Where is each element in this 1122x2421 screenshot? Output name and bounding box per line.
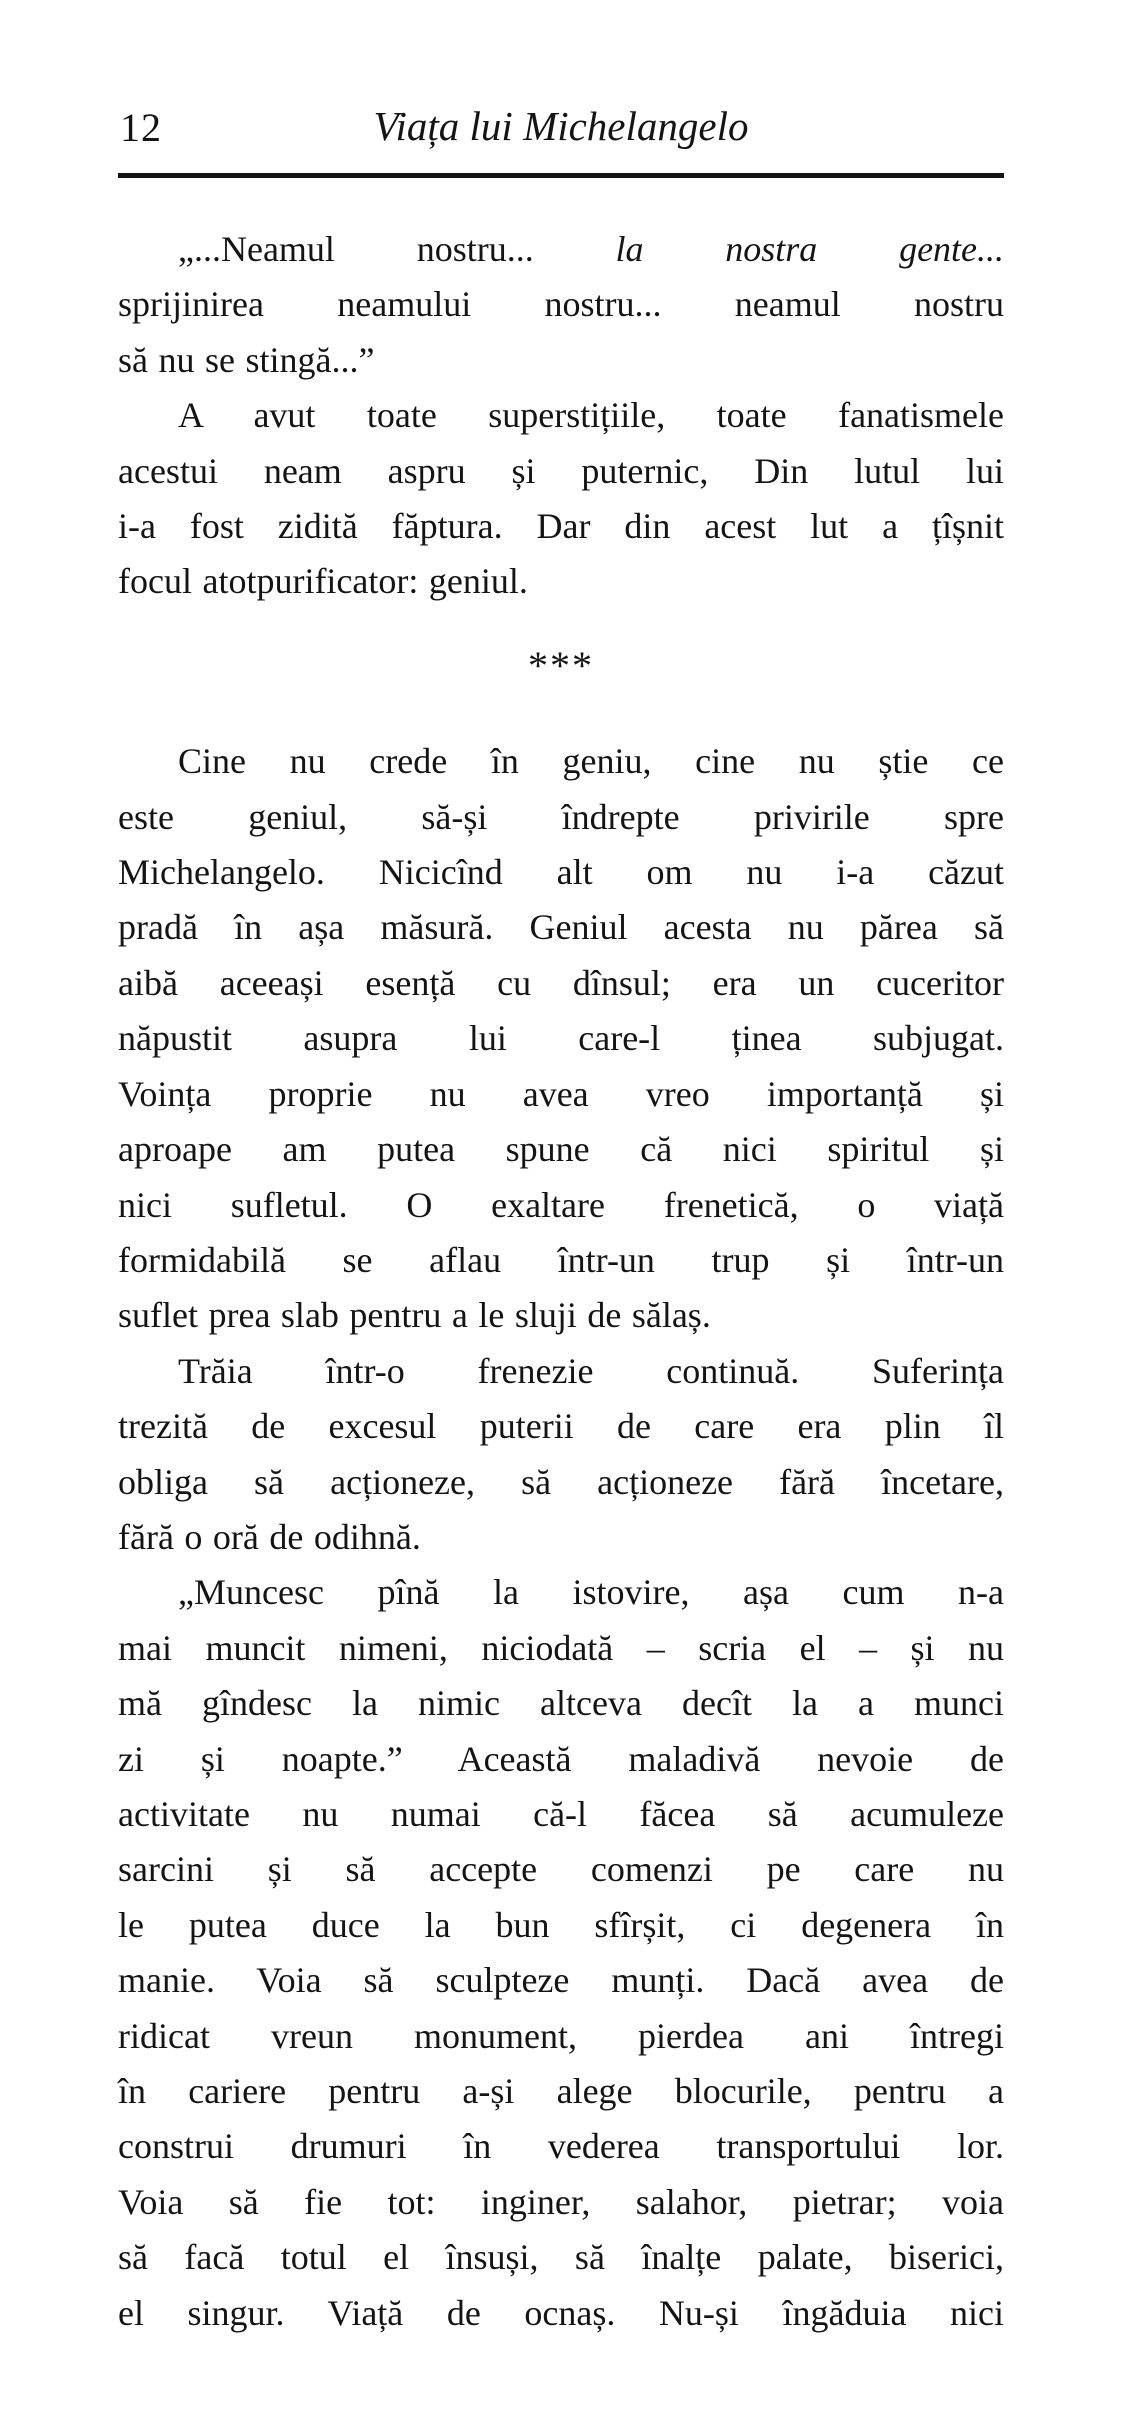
paragraph [118,388,1004,610]
text-line: nici sufletul. O exaltare frenetică, o viață [118,1184,1004,1225]
text-line: suflet prea slab pentru a le sluji de sălaș. [118,1295,711,1336]
text-line: i-a fost zidită făptura. Dar din acest lut a țîșnit [118,506,1004,547]
text-line: acestui neam aspru și puternic, Din lutul lui [118,450,1004,491]
text-line [118,222,1004,277]
text-line: sarcini și să accepte comenzi pe care nu [118,1849,1004,1890]
text-line: mai muncit nimeni, niciodată – scria el – și nu [118,1627,1004,1668]
text-line: construi drumuri în vederea transportului lor. [118,2126,1004,2167]
text-line: manie. Voia să sculpteze munți. Dacă avea de [118,1960,1004,2001]
text-line: în cariere pentru a-și alege blocurile, pentru a [118,2071,1004,2111]
text-line: mă gîndesc la nimic altceva decît la a munci [118,1683,1004,1724]
text-line: este geniul, să-și îndrepte privirile spre [118,796,1004,837]
text-line: ridicat vreun monument, pierdea ani întregi [118,2015,1004,2056]
text-line: activitate nu numai că-l făcea să acumuleze [118,1793,1004,1834]
quote-normal-segment: „...Neamul nostru... [178,229,534,269]
quote-italic-segment: la nostra gente... [615,229,1005,269]
text-line: el singur. Viață de ocnaș. Nu-și îngăduia nici [118,2292,1004,2333]
text-line: sprijinirea neamului nostru... neamul nostru [118,284,1004,325]
text-line: zi și noapte.” Această maladivă nevoie de [118,1738,1004,1779]
text-line: Voia să fie tot: inginer, salahor, pietrar; voia [118,2181,1004,2222]
running-header-title: Viața lui Michelangelo [373,103,749,149]
text-line: năpustit asupra lui care-l ținea subjugat. [118,1018,1004,1059]
text-line: obliga să acționeze, să acționeze fără încetare, [118,1461,1004,1502]
text-line: Michelangelo. Nicicînd alt om nu i-a căzut [118,852,1004,893]
text-line: fără o oră de odihnă. [118,1516,421,1557]
text-line: formidabilă se aflau într-un trup și într-un [118,1239,1004,1280]
text-line: să facă totul el însuși, să înalțe palate, biserici, [118,2237,1004,2278]
header-rule [118,173,1004,178]
text-line: Voința proprie nu avea vreo importanță și [118,1073,1004,1114]
body-text [118,222,1004,2341]
text-line: să nu se stingă...” [118,339,375,380]
text-line: A avut toate superstițiile, toate fanatismele [178,395,1004,436]
section-separator: *** [528,642,594,688]
paragraph [118,1344,1004,1566]
text-line: Cine nu crede în geniu, cine nu știe ce [178,741,1004,782]
text-line: focul atotpurificator: geniul. [118,561,528,602]
text-line: Trăia într-o frenezie continuă. Suferința [178,1350,1004,1391]
text-line: aproape am putea spune că nici spiritul și [118,1129,1004,1170]
text-line: aibă aceeași esență cu dînsul; era un cuceritor [118,962,1004,1003]
text-line: „Muncesc pînă la istovire, așa cum n-a [178,1572,1004,1613]
paragraph [118,734,1004,1343]
page-number: 12 [120,105,162,150]
text-line: le putea duce la bun sfîrșit, ci degenera în [118,1904,1004,1945]
text-line: trezită de excesul puterii de care era plin îl [118,1406,1004,1447]
paragraph [118,1565,1004,2341]
text-line: pradă în așa măsură. Geniul acesta nu părea să [118,907,1004,948]
paragraph-quote [118,222,1004,388]
